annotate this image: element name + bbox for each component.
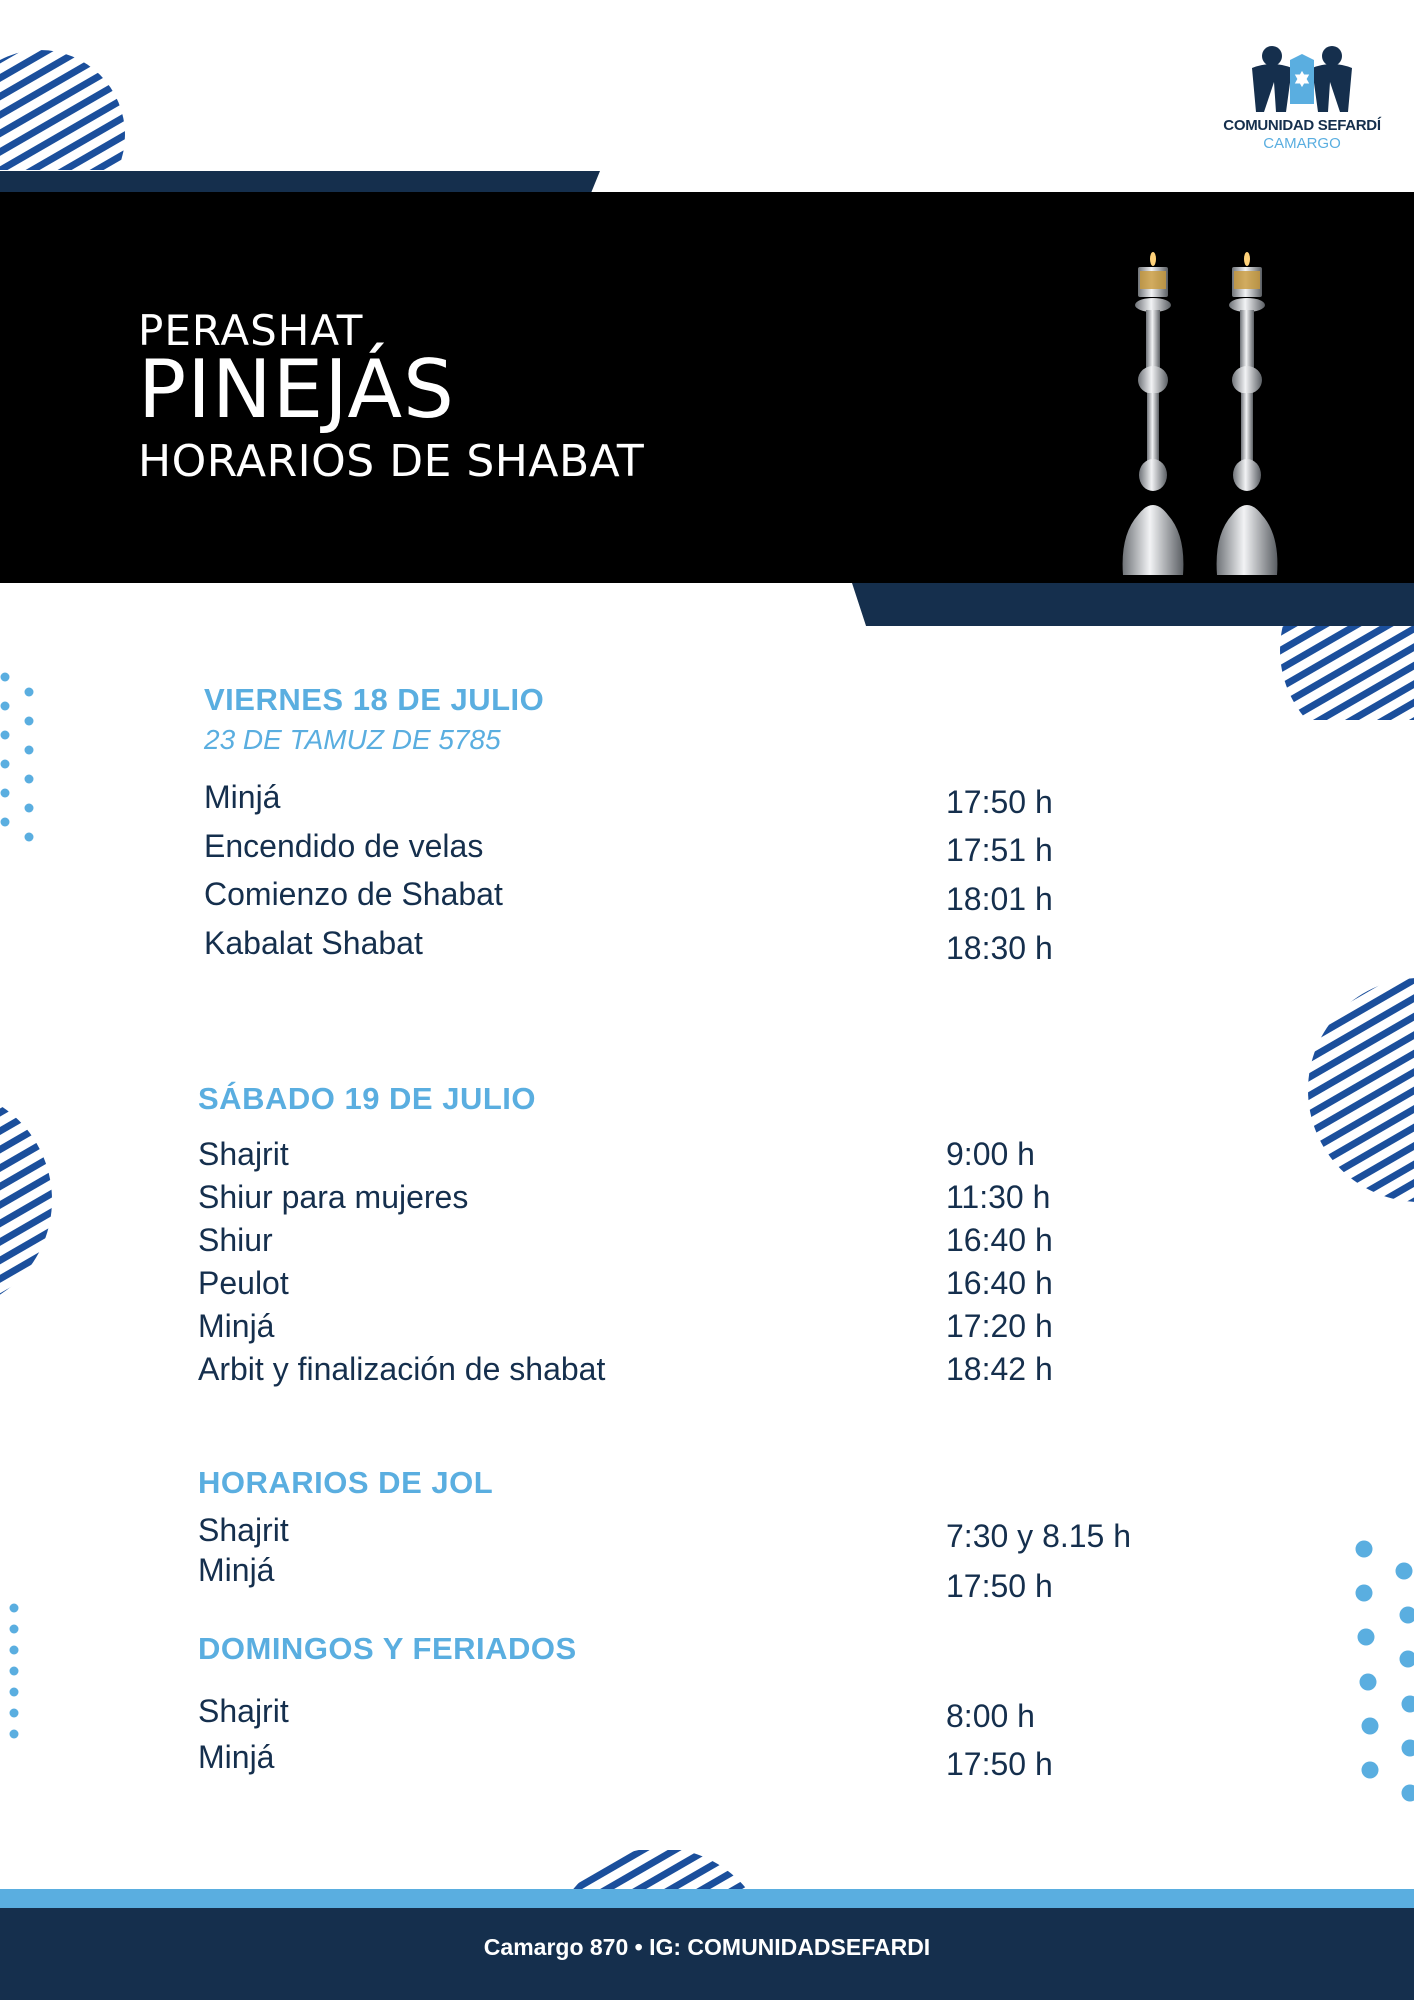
friday-title: VIERNES 18 DE JULIO xyxy=(204,682,545,717)
saturday-row-time: 16:40 h xyxy=(946,1265,1053,1301)
saturday-title: SÁBADO 19 DE JULIO xyxy=(198,1081,537,1116)
logo-text-line2: CAMARGO xyxy=(1263,135,1341,152)
friday-row-time: 18:01 h xyxy=(946,881,1053,917)
friday-row-label: Minjá xyxy=(204,779,281,815)
friday-row-label: Comienzo de Shabat xyxy=(204,876,503,912)
perashat-title: PINEJÁS xyxy=(138,343,455,436)
jol-row-label: Minjá xyxy=(198,1552,275,1588)
saturday-row-label: Peulot xyxy=(198,1265,289,1301)
logo-text-line1: COMUNIDAD SEFARDÍ xyxy=(1223,117,1381,134)
saturday-row-label: Shiur xyxy=(198,1222,273,1258)
saturday-row-label: Minjá xyxy=(198,1308,275,1344)
saturday-row-time: 17:20 h xyxy=(946,1308,1053,1344)
saturday-row-label: Shiur para mujeres xyxy=(198,1179,469,1215)
page-subtitle: HORARIOS DE SHABAT xyxy=(138,436,645,487)
saturday-row-label: Shajrit xyxy=(198,1136,289,1172)
star-of-david-icon xyxy=(1293,70,1311,88)
saturday-row-time: 16:40 h xyxy=(946,1222,1053,1258)
friday-row-label: Kabalat Shabat xyxy=(204,925,423,961)
saturday-row-time: 18:42 h xyxy=(946,1351,1053,1387)
friday-row-label: Encendido de velas xyxy=(204,828,484,864)
jol-row-time: 17:50 h xyxy=(946,1568,1053,1604)
sundays-title: DOMINGOS Y FERIADOS xyxy=(198,1631,577,1666)
friday-row-time: 17:51 h xyxy=(946,832,1053,868)
friday-row-time: 18:30 h xyxy=(946,930,1053,966)
dot-pattern-left-bottom xyxy=(0,1598,24,1758)
sundays-row-time: 17:50 h xyxy=(946,1746,1053,1782)
saturday-row-time: 11:30 h xyxy=(946,1179,1051,1215)
sundays-row-time: 8:00 h xyxy=(946,1698,1035,1734)
sundays-row-label: Minjá xyxy=(198,1739,275,1775)
perashat-kicker: PERASHAT xyxy=(138,306,364,355)
saturday-row-time: 9:00 h xyxy=(946,1136,1035,1172)
jol-row-label: Shajrit xyxy=(198,1512,289,1548)
header-top-band xyxy=(0,171,600,193)
community-logo xyxy=(1222,42,1382,160)
dot-pattern-right xyxy=(1340,1535,1414,1805)
dot-pattern-left-top xyxy=(0,670,40,850)
friday-row-time: 17:50 h xyxy=(946,784,1053,820)
friday-hebrew-date: 23 DE TAMUZ DE 5785 xyxy=(204,724,501,755)
footer-address: Camargo 870 • IG: COMUNIDADSEFARDI xyxy=(483,1934,931,1960)
header-bottom-band xyxy=(852,583,1414,626)
shabbat-candlesticks-image xyxy=(1060,215,1330,583)
jol-row-time: 7:30 y 8.15 h xyxy=(946,1518,1132,1554)
footer-accent-band xyxy=(0,1889,1414,1908)
jol-title: HORARIOS DE JOL xyxy=(198,1465,494,1500)
sundays-row-label: Shajrit xyxy=(198,1693,289,1729)
saturday-row-label: Arbit y finalización de shabat xyxy=(198,1351,606,1387)
